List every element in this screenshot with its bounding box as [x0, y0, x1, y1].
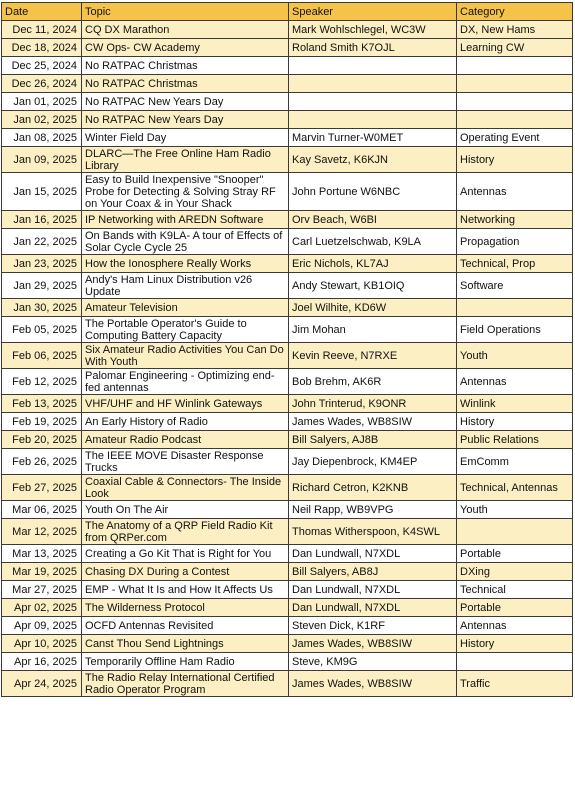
category-cell — [457, 111, 573, 129]
category-cell: Traffic — [457, 671, 573, 697]
date-cell: Jan 09, 2025 — [2, 147, 82, 173]
speaker-cell: Jim Mohan — [289, 317, 457, 343]
category-cell — [457, 519, 573, 545]
date-cell: Apr 16, 2025 — [2, 653, 82, 671]
table-row — [2, 413, 573, 431]
category-cell: Antennas — [457, 369, 573, 395]
category-cell: Youth — [457, 501, 573, 519]
category-cell: Public Relations — [457, 431, 573, 449]
table-row — [2, 617, 573, 635]
category-cell — [457, 75, 573, 93]
speaker-cell — [289, 93, 457, 111]
topic-cell: Andy's Ham Linux Distribution v26 Update — [82, 273, 289, 299]
topic-cell: CQ DX Marathon — [82, 21, 289, 39]
date-cell: Feb 20, 2025 — [2, 431, 82, 449]
category-cell: DXing — [457, 563, 573, 581]
category-cell: Technical, Antennas — [457, 475, 573, 501]
table-row — [2, 147, 573, 173]
category-cell: Software — [457, 273, 573, 299]
speaker-cell: Kay Savetz, K6KJN — [289, 147, 457, 173]
table-row — [2, 255, 573, 273]
header-date: Date — [2, 3, 82, 21]
table-row — [2, 369, 573, 395]
speaker-cell — [289, 111, 457, 129]
date-cell: Jan 22, 2025 — [2, 229, 82, 255]
date-cell: Jan 15, 2025 — [2, 173, 82, 211]
speaker-cell: Bill Salyers, AJ8B — [289, 431, 457, 449]
topic-cell: Temporarily Offline Ham Radio — [82, 653, 289, 671]
speaker-cell: Jay Diepenbrock, KM4EP — [289, 449, 457, 475]
category-cell: Portable — [457, 599, 573, 617]
category-cell: History — [457, 635, 573, 653]
table-row — [2, 39, 573, 57]
speaker-cell: Carl Luetzelschwab, K9LA — [289, 229, 457, 255]
speaker-cell: Marvin Turner-W0MET — [289, 129, 457, 147]
speaker-cell: Dan Lundwall, N7XDL — [289, 545, 457, 563]
topic-cell: On Bands with K9LA- A tour of Effects of Solar Cycle Cycle 25 — [82, 229, 289, 255]
category-cell: Portable — [457, 545, 573, 563]
table-row — [2, 57, 573, 75]
date-cell: Mar 06, 2025 — [2, 501, 82, 519]
category-cell: History — [457, 147, 573, 173]
topic-cell: Canst Thou Send Lightnings — [82, 635, 289, 653]
header-row — [2, 3, 573, 21]
topic-cell: Amateur Television — [82, 299, 289, 317]
table-row — [2, 449, 573, 475]
topic-cell: No RATPAC Christmas — [82, 57, 289, 75]
speaker-cell: Steven Dick, K1RF — [289, 617, 457, 635]
topic-cell: CW Ops- CW Academy — [82, 39, 289, 57]
date-cell: Jan 29, 2025 — [2, 273, 82, 299]
topic-cell: DLARC—The Free Online Ham Radio Library — [82, 147, 289, 173]
topic-cell: VHF/UHF and HF Winlink Gateways — [82, 395, 289, 413]
category-cell: DX, New Hams — [457, 21, 573, 39]
category-cell: Networking — [457, 211, 573, 229]
date-cell: Dec 25, 2024 — [2, 57, 82, 75]
date-cell: Dec 26, 2024 — [2, 75, 82, 93]
schedule-table — [1, 2, 573, 697]
topic-cell: Palomar Engineering - Optimizing end-fed antennas — [82, 369, 289, 395]
date-cell: Dec 18, 2024 — [2, 39, 82, 57]
date-cell: Dec 11, 2024 — [2, 21, 82, 39]
table-row — [2, 545, 573, 563]
category-cell — [457, 299, 573, 317]
topic-cell: OCFD Antennas Revisited — [82, 617, 289, 635]
date-cell: Mar 27, 2025 — [2, 581, 82, 599]
speaker-cell: Andy Stewart, KB1OIQ — [289, 273, 457, 299]
table-row — [2, 599, 573, 617]
speaker-cell — [289, 75, 457, 93]
speaker-cell: Richard Cetron, K2KNB — [289, 475, 457, 501]
table-row — [2, 635, 573, 653]
table-row — [2, 173, 573, 211]
category-cell: Youth — [457, 343, 573, 369]
date-cell: Feb 06, 2025 — [2, 343, 82, 369]
category-cell: Winlink — [457, 395, 573, 413]
topic-cell: No RATPAC New Years Day — [82, 93, 289, 111]
topic-cell: No RATPAC New Years Day — [82, 111, 289, 129]
speaker-cell: Thomas Witherspoon, K4SWL — [289, 519, 457, 545]
header-category: Category — [457, 3, 573, 21]
table-row — [2, 299, 573, 317]
table-row — [2, 431, 573, 449]
speaker-cell: Dan Lundwall, N7XDL — [289, 599, 457, 617]
table-row — [2, 501, 573, 519]
header-speaker: Speaker — [289, 3, 457, 21]
table-row — [2, 111, 573, 129]
topic-cell: Creating a Go Kit That is Right for You — [82, 545, 289, 563]
category-cell: Antennas — [457, 173, 573, 211]
category-cell: Antennas — [457, 617, 573, 635]
topic-cell: The Wilderness Protocol — [82, 599, 289, 617]
topic-cell: Winter Field Day — [82, 129, 289, 147]
speaker-cell: John Trinterud, K9ONR — [289, 395, 457, 413]
topic-cell: The Anatomy of a QRP Field Radio Kit from QRPer.com — [82, 519, 289, 545]
topic-cell: How the Ionosphere Really Works — [82, 255, 289, 273]
table-row — [2, 519, 573, 545]
table-row — [2, 475, 573, 501]
date-cell: Apr 24, 2025 — [2, 671, 82, 697]
date-cell: Mar 19, 2025 — [2, 563, 82, 581]
speaker-cell — [289, 57, 457, 75]
topic-cell: Youth On The Air — [82, 501, 289, 519]
table-row — [2, 21, 573, 39]
topic-cell: An Early History of Radio — [82, 413, 289, 431]
category-cell: Technical — [457, 581, 573, 599]
speaker-cell: Eric Nichols, KL7AJ — [289, 255, 457, 273]
date-cell: Jan 16, 2025 — [2, 211, 82, 229]
table-row — [2, 395, 573, 413]
topic-cell: Chasing DX During a Contest — [82, 563, 289, 581]
table-row — [2, 653, 573, 671]
speaker-cell: Bob Brehm, AK6R — [289, 369, 457, 395]
date-cell: Jan 01, 2025 — [2, 93, 82, 111]
speaker-cell: Kevin Reeve, N7RXE — [289, 343, 457, 369]
category-cell — [457, 93, 573, 111]
speaker-cell: Neil Rapp, WB9VPG — [289, 501, 457, 519]
topic-cell: No RATPAC Christmas — [82, 75, 289, 93]
date-cell: Apr 10, 2025 — [2, 635, 82, 653]
speaker-cell: James Wades, WB8SIW — [289, 635, 457, 653]
date-cell: Mar 13, 2025 — [2, 545, 82, 563]
category-cell — [457, 57, 573, 75]
date-cell: Feb 26, 2025 — [2, 449, 82, 475]
date-cell: Feb 27, 2025 — [2, 475, 82, 501]
category-cell: Learning CW — [457, 39, 573, 57]
topic-cell: IP Networking with AREDN Software — [82, 211, 289, 229]
category-cell — [457, 653, 573, 671]
table-row — [2, 671, 573, 697]
table-row — [2, 229, 573, 255]
date-cell: Jan 30, 2025 — [2, 299, 82, 317]
speaker-cell: Orv Beach, W6BI — [289, 211, 457, 229]
table-row — [2, 129, 573, 147]
category-cell: History — [457, 413, 573, 431]
date-cell: Jan 02, 2025 — [2, 111, 82, 129]
topic-cell: Coaxial Cable & Connectors- The Inside Look — [82, 475, 289, 501]
table-row — [2, 343, 573, 369]
date-cell: Feb 13, 2025 — [2, 395, 82, 413]
speaker-cell: Dan Lundwall, N7XDL — [289, 581, 457, 599]
speaker-cell: James Wades, WB8SIW — [289, 413, 457, 431]
speaker-cell: Mark Wohlschlegel, WC3W — [289, 21, 457, 39]
date-cell: Apr 09, 2025 — [2, 617, 82, 635]
category-cell: Technical, Prop — [457, 255, 573, 273]
speaker-cell: Joel Wilhite, KD6W — [289, 299, 457, 317]
date-cell: Feb 12, 2025 — [2, 369, 82, 395]
date-cell: Jan 08, 2025 — [2, 129, 82, 147]
topic-cell: The Radio Relay International Certified Radio Operator Program — [82, 671, 289, 697]
date-cell: Feb 05, 2025 — [2, 317, 82, 343]
category-cell: EmComm — [457, 449, 573, 475]
table-row — [2, 75, 573, 93]
speaker-cell: John Portune W6NBC — [289, 173, 457, 211]
speaker-cell: James Wades, WB8SIW — [289, 671, 457, 697]
date-cell: Feb 19, 2025 — [2, 413, 82, 431]
date-cell: Mar 12, 2025 — [2, 519, 82, 545]
topic-cell: EMP - What It Is and How It Affects Us — [82, 581, 289, 599]
header-topic: Topic — [82, 3, 289, 21]
speaker-cell: Roland Smith K7OJL — [289, 39, 457, 57]
table-row — [2, 273, 573, 299]
date-cell: Apr 02, 2025 — [2, 599, 82, 617]
table-row — [2, 581, 573, 599]
table-row — [2, 317, 573, 343]
topic-cell: Amateur Radio Podcast — [82, 431, 289, 449]
table-row — [2, 563, 573, 581]
category-cell: Operating Event — [457, 129, 573, 147]
topic-cell: Six Amateur Radio Activities You Can Do With Youth — [82, 343, 289, 369]
category-cell: Propagation — [457, 229, 573, 255]
table-row — [2, 211, 573, 229]
schedule-body — [2, 21, 573, 697]
speaker-cell: Steve, KM9G — [289, 653, 457, 671]
topic-cell: The IEEE MOVE Disaster Response Trucks — [82, 449, 289, 475]
table-row — [2, 93, 573, 111]
topic-cell: Easy to Build Inexpensive "Snooper" Probe for Detecting & Solving Stray RF on Your Coax & in Your Shack — [82, 173, 289, 211]
category-cell: Field Operations — [457, 317, 573, 343]
speaker-cell: Bill Salyers, AB8J — [289, 563, 457, 581]
topic-cell: The Portable Operator's Guide to Computing Battery Capacity — [82, 317, 289, 343]
date-cell: Jan 23, 2025 — [2, 255, 82, 273]
